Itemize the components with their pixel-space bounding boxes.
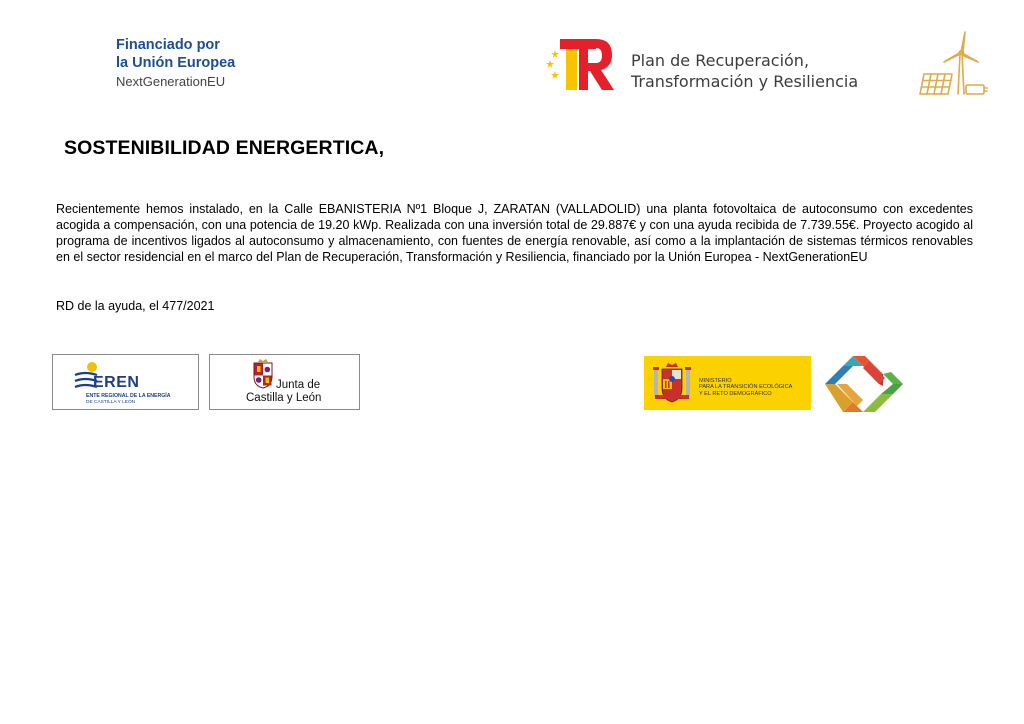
eu-funding-line2: la Unión Europea [116,55,236,71]
plan-line1: Plan de Recuperación, [631,51,810,70]
ministerio-line1: MINISTERIO [699,378,732,384]
ministerio-line3: Y EL RETO DEMOGRÁFICO [699,390,772,397]
eren-subtitle-region: DE CASTILLA Y LEÓN [86,400,136,405]
interlocking-squares-logo-icon [823,354,905,414]
ministerio-transicion-ecologica-logo [644,356,811,410]
jcyl-line2: Castilla y León [246,392,322,404]
renewable-energy-icon [918,28,990,98]
document-body: Recientemente hemos instalado, en la Calle EBANISTERIA Nº1 Bloque J, ZARATAN (VALLADOLID) una planta fotovoltaica de autoconsumo con excedentes acogida a compensación, con una potencia de 19.20 kWp. Realizada con una inversión total de 29.887€ y con una ayuda recibida de 7.739.55€. Proyecto acogido al programa de incentivos ligados al autoconsumo y almacenamiento, con fuentes de energía renovable, así como a la implantación de sistemas térmicos renovables en el sector residencial en el marco del Plan de Recuperación, Transformación y Resiliencia, financiado por la Unión Europea - NextGenerationEU [56,202,973,264]
ministerio-line2: PARA LA TRANSICIÓN ECOLÓGICA [699,384,793,391]
junta-castilla-leon-logo [209,354,360,410]
document-title: SOSTENIBILIDAD ENERGERTICA, [64,137,385,159]
spain-coat-of-arms-icon [652,362,692,404]
jcyl-shield-icon [252,359,274,389]
ministerio-text [699,378,792,397]
eu-funding-line3: NextGenerationEU [116,74,226,89]
plan-recuperacion-title [631,50,858,92]
prtr-tr-logo-icon [546,36,616,94]
plan-line2: Transformación y Resiliencia [631,72,859,91]
eu-funding-logo [116,36,235,91]
jcyl-line1: Junta de [276,379,321,391]
rd-reference: RD de la ayuda, el 477/2021 [56,299,215,313]
eren-subtitle: ENTE REGIONAL DE LA ENERGÍA [86,393,171,399]
eren-logo [52,354,199,410]
eu-funding-line1: Financiado por [116,37,220,53]
eren-name: EREN [93,374,140,391]
